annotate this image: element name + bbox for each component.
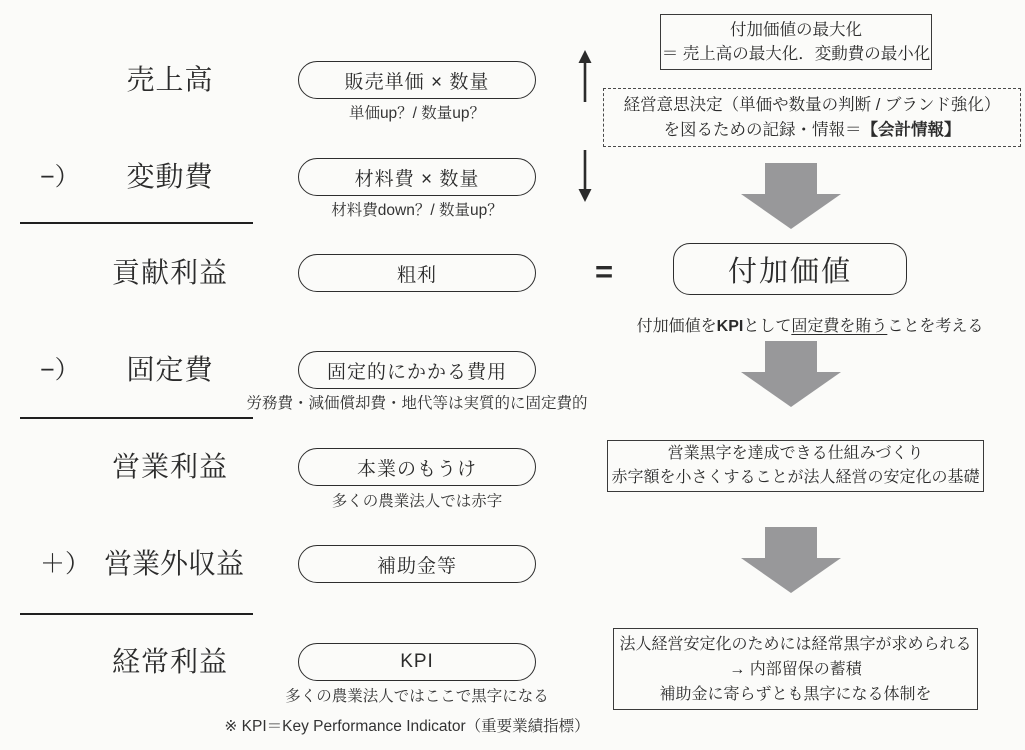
operating-surplus-box: 営業黒字を達成できる仕組みづくり 赤字額を小さくすることが法人経営の安定化の基礎 [607,440,984,492]
row-contribution-profit-box: 粗利 [298,254,536,292]
row-fixed-cost-label: 固定費 [126,354,214,385]
row-fixed-cost-minus-sign: −） [40,356,80,384]
row-fixed-cost-box: 固定的にかかる費用 [298,351,536,389]
row-operating-profit-label: 営業利益 [111,451,228,482]
equals-sign: = [594,254,614,289]
row-contribution-profit-label: 貢献利益 [111,257,228,288]
added-value-maximization-box [660,14,932,70]
row-fixed-cost-caption: 労務費・減価償却費・地代等は実質的に固定費的 [246,395,588,412]
decision-box-line2: を図るための記録・情報＝【会計情報】 [663,120,961,139]
management-decision-box [603,88,1021,147]
accounting-info-bold: 【会計情報】 [861,120,961,139]
subtotal-rule [20,417,253,419]
row-sales-label: 売上高 [126,64,214,95]
kpi-footnote: ※ KPI＝Key Performance Indicator（重要業績指標） [224,718,590,735]
increase-arrow-icon [572,48,598,104]
row-sales-caption: 単価up？/ 数量up？ [348,105,486,122]
subtotal-rule [20,613,253,615]
flow-down-arrow-icon [741,341,841,407]
max-box-line1: 付加価値の最大化 [730,21,862,39]
row-variable-cost-label: 変動費 [126,161,214,192]
row-ordinary-profit-box: KPI [298,643,536,681]
row-operating-profit-box: 本業のもうけ [298,448,536,486]
added-value-box: 付加価値 [673,243,907,295]
added-value-caption: 付加価値をKPIとして固定費を賄うことを考える [636,318,984,335]
row-nonoperating-income-box: 補助金等 [298,545,536,583]
flow-down-arrow-icon [741,527,841,593]
row-operating-profit-caption: 多くの農業法人では赤字 [331,493,503,510]
max-box-line2: ＝ 売上高の最大化．変動費の最小化 [661,45,931,63]
row-variable-cost-caption: 材料費down？/ 数量up？ [331,202,503,219]
subtotal-rule [20,222,253,224]
decrease-arrow-icon [572,148,598,204]
row-sales-box: 販売単価 × 数量 [298,61,536,99]
row-ordinary-profit-label: 経常利益 [111,646,228,677]
row-variable-cost-minus-sign: −） [40,163,80,191]
flow-down-arrow-icon [741,163,841,229]
row-nonoperating-income-label: 営業外収益 [103,548,244,579]
row-variable-cost-box: 材料費 × 数量 [298,158,536,196]
ordinary-surplus-box: 法人経営安定化のためには経常黒字が求められる → 内部留保の蓄積 補助金に寄らずとも黒字になる体制を [613,628,978,710]
row-ordinary-profit-caption: 多くの農業法人ではここで黒字になる [285,688,549,705]
row-nonoperating-income-plus-sign: ＋） [40,550,91,578]
decision-box-line1: 経営意思決定（単価や数量の判断 / ブランド強化） [623,95,1001,114]
